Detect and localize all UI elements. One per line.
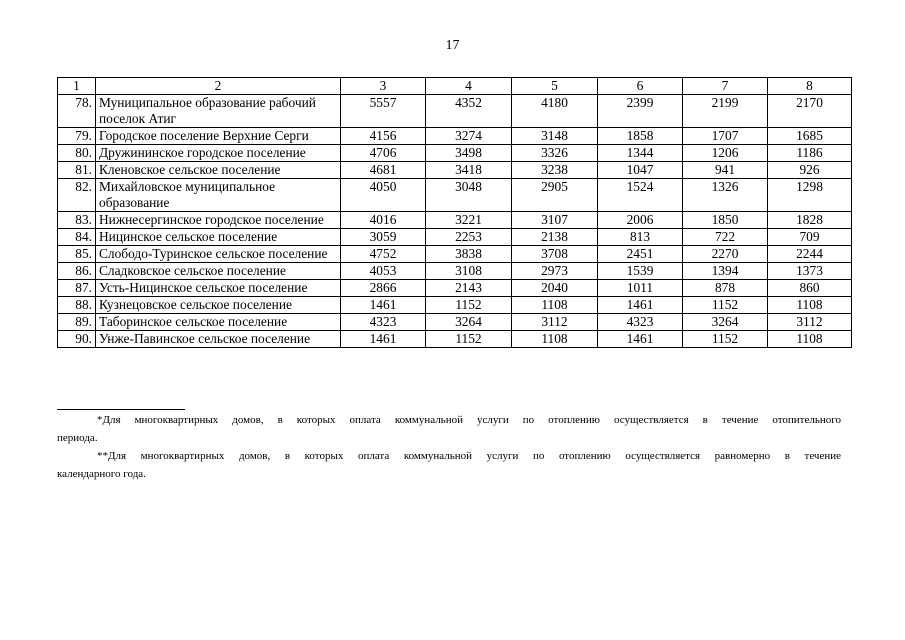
value-cell-col-5: 3148 (512, 128, 598, 145)
row-number-cell: 82. (58, 179, 96, 212)
footnote-1-line-2: периода. (57, 432, 98, 444)
table-row (58, 128, 852, 145)
table-row (58, 246, 852, 263)
value-cell-col-6: 2451 (598, 246, 683, 263)
value-cell-col-4: 4352 (426, 95, 512, 128)
value-cell-col-6: 1344 (598, 145, 683, 162)
row-number-cell: 79. (58, 128, 96, 145)
row-number-cell: 81. (58, 162, 96, 179)
value-cell-col-8: 1828 (768, 212, 852, 229)
value-cell-col-4: 1152 (426, 297, 512, 314)
value-cell-col-7: 2270 (683, 246, 768, 263)
table-row (58, 314, 852, 331)
value-cell-col-7: 722 (683, 229, 768, 246)
value-cell-col-4: 2253 (426, 229, 512, 246)
table-row (58, 145, 852, 162)
value-cell-col-5: 3112 (512, 314, 598, 331)
settlement-name-cell: Михайловское муниципальное образование (96, 179, 341, 212)
value-cell-col-3: 1461 (341, 331, 426, 348)
value-cell-col-7: 1152 (683, 331, 768, 348)
value-cell-col-4: 3274 (426, 128, 512, 145)
value-cell-col-8: 1298 (768, 179, 852, 212)
value-cell-col-5: 3326 (512, 145, 598, 162)
data-table (57, 77, 852, 348)
row-number-cell: 90. (58, 331, 96, 348)
value-cell-col-7: 941 (683, 162, 768, 179)
header-cell-6: 6 (598, 78, 683, 95)
table-row (58, 162, 852, 179)
value-cell-col-8: 860 (768, 280, 852, 297)
value-cell-col-8: 709 (768, 229, 852, 246)
value-cell-col-4: 3498 (426, 145, 512, 162)
row-number-cell: 78. (58, 95, 96, 128)
table-row (58, 229, 852, 246)
page-number: 17 (445, 38, 460, 53)
row-number-cell: 88. (58, 297, 96, 314)
value-cell-col-5: 2973 (512, 263, 598, 280)
value-cell-col-3: 4323 (341, 314, 426, 331)
value-cell-col-5: 3107 (512, 212, 598, 229)
value-cell-col-6: 1461 (598, 297, 683, 314)
value-cell-col-4: 3838 (426, 246, 512, 263)
value-cell-col-5: 4180 (512, 95, 598, 128)
value-cell-col-5: 1108 (512, 297, 598, 314)
value-cell-col-7: 878 (683, 280, 768, 297)
table-row (58, 263, 852, 280)
value-cell-col-8: 1108 (768, 331, 852, 348)
value-cell-col-5: 2138 (512, 229, 598, 246)
settlement-name-cell: Слободо-Туринское сельское поселение (96, 246, 341, 263)
value-cell-col-8: 1685 (768, 128, 852, 145)
table-row (58, 95, 852, 128)
settlement-name-cell: Сладковское сельское поселение (96, 263, 341, 280)
value-cell-col-4: 2143 (426, 280, 512, 297)
settlement-name-cell: Дружининское городское поселение (96, 145, 341, 162)
value-cell-col-6: 1858 (598, 128, 683, 145)
table-header (58, 78, 852, 95)
value-cell-col-4: 3418 (426, 162, 512, 179)
value-cell-col-8: 1373 (768, 263, 852, 280)
row-number-cell: 83. (58, 212, 96, 229)
value-cell-col-6: 1047 (598, 162, 683, 179)
header-cell-5: 5 (512, 78, 598, 95)
table-row (58, 280, 852, 297)
value-cell-col-5: 2040 (512, 280, 598, 297)
settlement-name-cell: Нижнесергинское городское поселение (96, 212, 341, 229)
footnote-1 (57, 411, 841, 447)
value-cell-col-8: 3112 (768, 314, 852, 331)
value-cell-col-8: 1186 (768, 145, 852, 162)
value-cell-col-3: 4752 (341, 246, 426, 263)
value-cell-col-4: 1152 (426, 331, 512, 348)
value-cell-col-6: 813 (598, 229, 683, 246)
value-cell-col-5: 1108 (512, 331, 598, 348)
table-row (58, 212, 852, 229)
value-cell-col-6: 4323 (598, 314, 683, 331)
header-cell-2: 2 (96, 78, 341, 95)
value-cell-col-8: 1108 (768, 297, 852, 314)
table-row (58, 297, 852, 314)
value-cell-col-6: 1011 (598, 280, 683, 297)
value-cell-col-5: 3238 (512, 162, 598, 179)
settlement-name-cell: Кузнецовское сельское поселение (96, 297, 341, 314)
header-row (58, 78, 852, 95)
value-cell-col-7: 1707 (683, 128, 768, 145)
value-cell-col-7: 1326 (683, 179, 768, 212)
settlement-name-cell: Таборинское сельское поселение (96, 314, 341, 331)
value-cell-col-7: 1206 (683, 145, 768, 162)
value-cell-col-7: 1152 (683, 297, 768, 314)
footnote-1-line-1: *Для многоквартирных домов, в которых оплата коммунальной услуги по отоплению осуществляется в течение отопительного (97, 414, 841, 426)
table-row (58, 331, 852, 348)
table-body (58, 95, 852, 348)
value-cell-col-8: 2170 (768, 95, 852, 128)
value-cell-col-3: 5557 (341, 95, 426, 128)
settlement-name-cell: Ницинское сельское поселение (96, 229, 341, 246)
value-cell-col-3: 4156 (341, 128, 426, 145)
value-cell-col-3: 2866 (341, 280, 426, 297)
header-cell-3: 3 (341, 78, 426, 95)
value-cell-col-6: 1524 (598, 179, 683, 212)
value-cell-col-4: 3264 (426, 314, 512, 331)
value-cell-col-4: 3221 (426, 212, 512, 229)
value-cell-col-7: 1850 (683, 212, 768, 229)
row-number-cell: 84. (58, 229, 96, 246)
value-cell-col-3: 4706 (341, 145, 426, 162)
value-cell-col-6: 2399 (598, 95, 683, 128)
value-cell-col-3: 4681 (341, 162, 426, 179)
footnote-2-line-2: календарного года. (57, 468, 146, 480)
value-cell-col-8: 2244 (768, 246, 852, 263)
row-number-cell: 89. (58, 314, 96, 331)
table-row (58, 179, 852, 212)
value-cell-col-8: 926 (768, 162, 852, 179)
footnotes (57, 409, 841, 483)
value-cell-col-4: 3108 (426, 263, 512, 280)
value-cell-col-7: 3264 (683, 314, 768, 331)
row-number-cell: 86. (58, 263, 96, 280)
header-cell-1: 1 (58, 78, 96, 95)
value-cell-col-3: 1461 (341, 297, 426, 314)
value-cell-col-3: 4016 (341, 212, 426, 229)
header-cell-7: 7 (683, 78, 768, 95)
value-cell-col-5: 2905 (512, 179, 598, 212)
value-cell-col-3: 4053 (341, 263, 426, 280)
value-cell-col-6: 1539 (598, 263, 683, 280)
settlement-name-cell: Городское поселение Верхние Серги (96, 128, 341, 145)
settlement-name-cell: Муниципальное образование рабочий поселок Атиг (96, 95, 341, 128)
footnote-2 (57, 447, 841, 483)
value-cell-col-5: 3708 (512, 246, 598, 263)
settlement-name-cell: Кленовское сельское поселение (96, 162, 341, 179)
settlement-name-cell: Унже-Павинское сельское поселение (96, 331, 341, 348)
row-number-cell: 87. (58, 280, 96, 297)
settlement-name-cell: Усть-Ницинское сельское поселение (96, 280, 341, 297)
value-cell-col-7: 1394 (683, 263, 768, 280)
row-number-cell: 85. (58, 246, 96, 263)
value-cell-col-3: 4050 (341, 179, 426, 212)
value-cell-col-7: 2199 (683, 95, 768, 128)
value-cell-col-3: 3059 (341, 229, 426, 246)
value-cell-col-6: 1461 (598, 331, 683, 348)
value-cell-col-6: 2006 (598, 212, 683, 229)
footnote-2-line-1: **Для многоквартирных домов, в которых оплата коммунальной услуги по отоплению осуществляется равномерно в течение (97, 450, 841, 462)
row-number-cell: 80. (58, 145, 96, 162)
header-cell-8: 8 (768, 78, 852, 95)
header-cell-4: 4 (426, 78, 512, 95)
value-cell-col-4: 3048 (426, 179, 512, 212)
